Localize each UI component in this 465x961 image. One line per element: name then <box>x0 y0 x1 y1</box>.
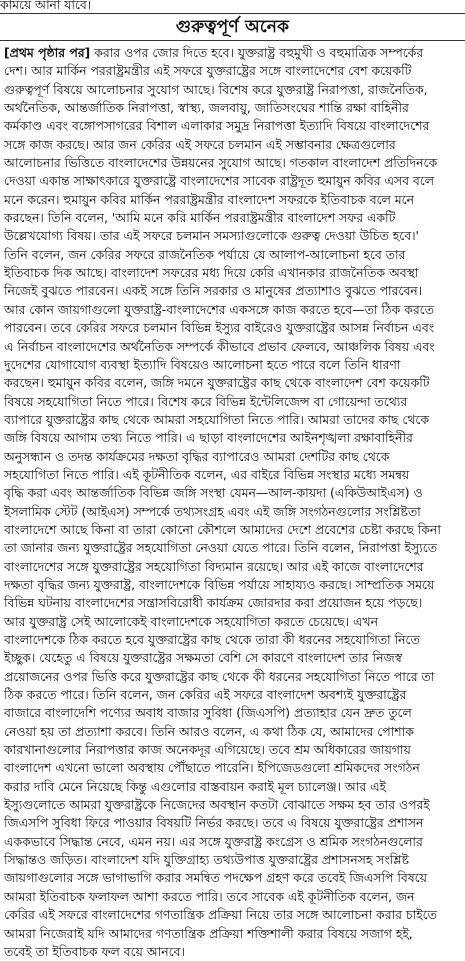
article-line-text: বিভিন্ন ঘটনায় বাংলাদেশের সন্ত্রাসবিরোধী কার্যক্রম জোরদার করা প্রয়োজন হয়ে পড়ছে। <box>4 595 423 611</box>
article-line <box>4 319 462 337</box>
article-line <box>4 246 462 264</box>
article-line <box>4 448 462 466</box>
article-line-text: করার ওপর জোর দিতে হবে। যুক্তরাষ্ট্র বহুমুখী ও বহুমাত্রিক সম্পর্কের <box>94 45 424 60</box>
article-line-text: নেওয়া হয় তা প্রত্যাশা করবে। তিনি আরও বলেন, এ কথা ঠিক যে, আমাদের পোশাক <box>4 723 414 739</box>
article-line <box>4 906 462 924</box>
article-line-text: করছেন। হুমায়ুন কবির বলেন, জঙ্গি দমনে যুক্তরাষ্ট্রের কাছ থেকে বাংলাদেশ বেশ কয়েকটি <box>4 375 430 391</box>
article-line-text: বিষয়ে সহযোগিতা নিতে পারে। বিশেষ করে বিভিন্ন ইন্টেলিজেন্স বা গোয়েন্দা তথ্যের <box>4 393 408 409</box>
article-line-text: পারবেন। তবে কেরির সফরে চলমান বিভিন্ন ইস্যুর বাইরেও যুক্তরাষ্ট্রের আসন্ন নির্বাচন এবং <box>4 320 435 336</box>
article-line-text: দেওয়া একান্ত সাক্ষাৎকারে যুক্তরাষ্ট্রে বাংলাদেশের সাবেক রাষ্ট্রদূত হুমায়ুন কবির এসব বলে <box>4 173 435 189</box>
article-line <box>4 741 462 759</box>
article-line-text: কেরির এই সফরে বাংলাদেশের গণতান্ত্রিক প্রক্রিয়া নিয়ে তার সঙ্গে আলোচনা করার চাইতে <box>4 907 437 923</box>
article-line <box>4 264 462 282</box>
article-line-text: জিএসপি সুবিধা ফিরে পাওয়ার বিষয়টি নির্ভর করছে। তবে এ বিষয়ে যুক্তরাষ্ট্রের প্রশাসন <box>4 815 424 831</box>
article-line-text: বাংলাদেশে আছে কিনা বা তারা কোনো কৌশলে আমাদের দেশে প্রবেশের চেষ্টা করছে কিনা <box>4 521 441 537</box>
article-line-text: তবেই তা ইতিবাচক ফল বয়ে আনবে। <box>4 943 185 959</box>
article-line-text: নিজেই বুঝতে পারবেন। একই সঙ্গে তিনি সরকার ও মানুষের প্রত্যাশাও বুঝতে পারবেন। <box>4 283 423 299</box>
article-line <box>4 191 462 209</box>
article-line-text: এ নির্বাচন বাংলাদেশের অর্থনৈতিক সম্পর্কে কীভাবে প্রভাব ফেলবে, আঞ্চলিক বিষয় এবং <box>4 338 435 354</box>
article-line <box>4 154 462 172</box>
article-line-text: ইচ্ছুক। যেহেতু এ বিষয়ে যুক্তরাষ্ট্রের সক্ষমতা বেশি সে কারণে বাংলাদেশ তার নিজস্ব <box>4 650 403 666</box>
article-line-text: তা জানার জন্য যুক্তরাষ্ট্রের সহযোগিতা নেওয়া যেতে পারে। তিনি বলেন, নিরাপত্তা ইস্যুতে <box>4 540 438 556</box>
article-line-text: এককভাবে সিদ্ধান্ত নেবে, এমন নয়। এর সঙ্গে যুক্তরাষ্ট্র কংগ্রেস ও শ্রমিক সংগঠনগুলোর <box>4 833 423 849</box>
article-line <box>4 631 462 649</box>
article-line-text: মনে করেন। হুমায়ুন কবির মার্কিন পররাষ্ট্রমন্ত্রীর বাংলাদেশ সফরকে ইতিবাচক বলে মনে <box>4 191 415 207</box>
article-headline: গুরুত্বপূর্ণ অনেক <box>175 17 290 37</box>
article-body <box>4 44 462 961</box>
article-line <box>4 62 462 80</box>
article-line <box>4 925 462 943</box>
article-line <box>4 338 462 356</box>
article-line-text: উল্লেখযোগ্য বিষয়। তার এই সফরে চলমান সমস্যাগুলোকে গুরুত্ব দেওয়া উচিত হবে।' <box>4 228 419 244</box>
article-line-text: সিদ্ধান্তও জড়িত। বাংলাদেশ যদি যুক্তিগ্রাহ্য তথ্যউপাত্ত যুক্তরাষ্ট্রের প্রশাসনসহ সংশ্লিষ্ট <box>4 852 409 868</box>
article-line <box>4 649 462 667</box>
article-line-text: করার দাবি মেনে নিয়েছে কিন্তু এগুলোর বাস্তবায়ন করাই মূল চ্যালেঞ্জ। আর এই <box>4 778 386 794</box>
article-line <box>4 833 462 851</box>
article-line <box>4 521 462 539</box>
article-line-text: দক্ষতা বৃদ্ধির জন্য যুক্তরাষ্ট্র, বাংলাদেশকে বিভিন্ন পর্যায়ে সাহায্যও করছে। সাম্প্রতিক সময়ে <box>4 576 435 592</box>
article-line-text: ঠিক করতে পারে। তিনি বলেন, জন কেরির এই সফরে বাংলাদেশ অবশ্যই যুক্তরাষ্ট্রের <box>4 687 407 703</box>
article-line-text: ব্যাপারে যুক্তরাষ্ট্রের কাছ থেকে আমরা সহযোগিতা নিতে পারি। আমরা তাদের কাছ থেকে <box>4 411 430 427</box>
headline-divider-rule <box>0 40 465 41</box>
article-line <box>4 668 462 686</box>
article-line-text: কারখানাগুলোর নিরাপত্তার কাজ অনেকদূর এগিয়েছে। তবে শ্রম অধিকারের জায়গায় <box>4 742 411 758</box>
article-line-text: বৃদ্ধি করা এবং আন্তর্জাতিক বিভিন্ন জঙ্গি সংস্থা যেমন—আল-কায়দা (একিউআইএস) ও <box>4 485 423 501</box>
article-line <box>4 227 462 245</box>
article-line-text: সঙ্গে কাজ করছে। আর জন কেরির এই সফরে চলমান এই সম্ভাবনার ক্ষেত্রগুলোর <box>4 136 396 152</box>
article-line <box>4 686 462 704</box>
article-line <box>4 814 462 832</box>
previous-article-tail: কাময়ে আনা যাবে। <box>0 0 92 12</box>
article-line-text: আর কোন জায়গাগুলো যুক্তরাষ্ট্র-বাংলাদেশের একসঙ্গে কাজ করতে হবে—তা ঠিক করতে <box>4 301 434 317</box>
article-line <box>4 943 462 961</box>
article-line-text: সহযোগিতা নিতে পারি। এই কূটনীতিক বলেন, এর বাইরে বিভিন্ন সংস্থার মধ্যে সমন্বয় <box>4 466 410 482</box>
article-line <box>4 301 462 319</box>
article-line-text: বাংলাদেশের সঙ্গে যুক্তরাষ্ট্রের সহযোগিতা বিদ্যমান রয়েছে। আর এই কাজে বাংলাদেশের <box>4 558 424 574</box>
article-line <box>4 869 462 887</box>
article-line-text: অর্থনৈতিক, আন্তর্জাতিক নিরাপত্তা, স্বাস্থ্য, জলবায়ু, জাতিসংঘের শান্তি রক্ষা বাহিনীর <box>4 100 409 116</box>
article-line-text: দুদেশের যোগাযোগ ব্যবস্থা ইত্যাদি বিষয়েও আলোচনা হতে পারে বলে তিনি ধারণা <box>4 356 401 372</box>
article-line <box>4 576 462 594</box>
article-line-text: জায়গাগুলোর সঙ্গে ভাগাভাগি করার সমন্বিত পদক্ষেপ গ্রহণ করে তবেই জিএসপি বিষয়ে <box>4 870 427 886</box>
article-line-text: তিনি বলেন, জন কেরির সফরে রাজনৈতিক পর্যায়ে যে আলাপ-আলোচনা হবে তার <box>4 246 406 262</box>
article-line-text: আর যুক্তরাষ্ট্র সেই আলোকেই বাংলাদেশকে সহযোগিতা করতে চেয়েছে। এখন <box>4 613 378 629</box>
article-line <box>4 466 462 484</box>
article-line-text: বাংলাদেশকে ঠিক করতে হবে যুক্তরাষ্ট্রের কাছ থেকে তারা কী ধরনের সহযোগিতা নিতে <box>4 632 420 647</box>
article-line <box>4 759 462 777</box>
article-line <box>4 374 462 392</box>
article-line-text: আমরা নিজেরাই যদি আমাদের গণতান্ত্রিক প্রক্রিয়া শক্তিশালী করার বিষয়ে সজাগ হই, <box>4 925 413 941</box>
article-line <box>4 136 462 154</box>
article-line-text: গুরুত্বপূর্ণ বিষয়ে আলোচনার সুযোগ আছে। বিশেষ করে যুক্তরাষ্ট্র নিরাপত্তা, রাজনৈতিক, <box>4 81 428 97</box>
article-line <box>4 594 462 612</box>
article-line <box>4 778 462 796</box>
article-line-text: প্রয়োজনের ওপর ভিত্তি করে যুক্তরাষ্ট্রের কাছ থেকে কী ধরনের সহযোগিতা নিতে পারে তা <box>4 668 435 684</box>
article-line <box>4 888 462 906</box>
article-line-text: বাজারে বাংলাদেশি পণ্যের অবাধ বাজার সুবিধা (জিএসপি) প্রত্যাহার যেন দ্রুত তুলে <box>4 705 412 721</box>
article-line-text: ইস্যুগুলোতে আমরা যুক্তরাষ্ট্রকে নিজেদের অবস্থান কতটা বোঝাতে সক্ষম হব তার ওপরই <box>4 797 430 813</box>
article-line <box>4 99 462 117</box>
article-line <box>4 411 462 429</box>
article-line <box>4 796 462 814</box>
article-line <box>4 172 462 190</box>
article-line-text: ইসলামিক স্টেট (আইএস) সম্পর্কে তথ্যসংগ্রহ এবং এই জঙ্গি সংগঠনগুলোর সংশ্লিষ্টতা <box>4 503 421 519</box>
article-line <box>4 851 462 869</box>
article-line <box>4 539 462 557</box>
article-line-text: জঙ্গি বিষয়ে আগাম তথ্য নিতে পারি। এ ছাড়া বাংলাদেশের আইনশৃঙ্খলা রক্ষাবাহিনীর <box>4 430 413 446</box>
article-line <box>4 558 462 576</box>
article-line-text: দেশ। আর মার্কিন পররাষ্ট্রমন্ত্রীর এই সফরে যুক্তরাষ্ট্রের সঙ্গে বাংলাদেশের বেশ কয়েকটি <box>4 63 412 79</box>
article-line-text: ইতিবাচক দিক আছে। বাংলাদেশ সফরের মধ্য দিয়ে কেরি এখানকার রাজনৈতিক অবস্থা <box>4 265 419 281</box>
article-line-text: বাংলাদেশ এখনো ভালো অবস্থায় পৌঁছাতে পারেনি। ইপিজেডগুলো শ্রমিকদের সংগঠন <box>4 760 420 776</box>
article-line <box>4 484 462 502</box>
article-line <box>4 81 462 99</box>
article-line <box>4 393 462 411</box>
article-line-text: আলোচনার ভিত্তিতে বাংলাদেশের উন্নয়নের সুযোগ আছে। গতকাল বাংলাদেশ প্রতিদিনকে <box>4 155 438 171</box>
article-line <box>4 613 462 631</box>
divider-rule <box>0 13 465 14</box>
article-line <box>4 44 462 62</box>
article-line <box>4 704 462 722</box>
article-line <box>4 503 462 521</box>
article-line <box>4 723 462 741</box>
article-line-text: অনুসন্ধান ও তদন্ত কার্যক্রমের দক্ষতা বৃদ্ধির ব্যাপারেও আমরা দেশটির কাছ থেকে <box>4 448 390 464</box>
article-line <box>4 282 462 300</box>
article-line <box>4 356 462 374</box>
article-line <box>4 209 462 227</box>
continuation-label: [প্রথম পৃষ্ঠার পর] <box>4 45 91 60</box>
article-line <box>4 117 462 135</box>
article-line <box>4 429 462 447</box>
article-line-text: আমরা ইতিবাচক ফলাফল আশা করতে পারি। তবে সাবেক এই কূটনীতিক বলেন, জন <box>4 888 415 904</box>
article-line-text: করছেন। তিনি বলেন, 'আমি মনে করি মার্কিন পররাষ্ট্রমন্ত্রীর বাংলাদেশ সফর একটি <box>4 210 396 226</box>
article-line-text: কর্মকাণ্ড এবং বঙ্গোপসাগরের বিশাল এলাকার সমুদ্র নিরাপত্তা ইত্যাদি বিষয়ে বাংলাদেশের <box>4 118 430 134</box>
